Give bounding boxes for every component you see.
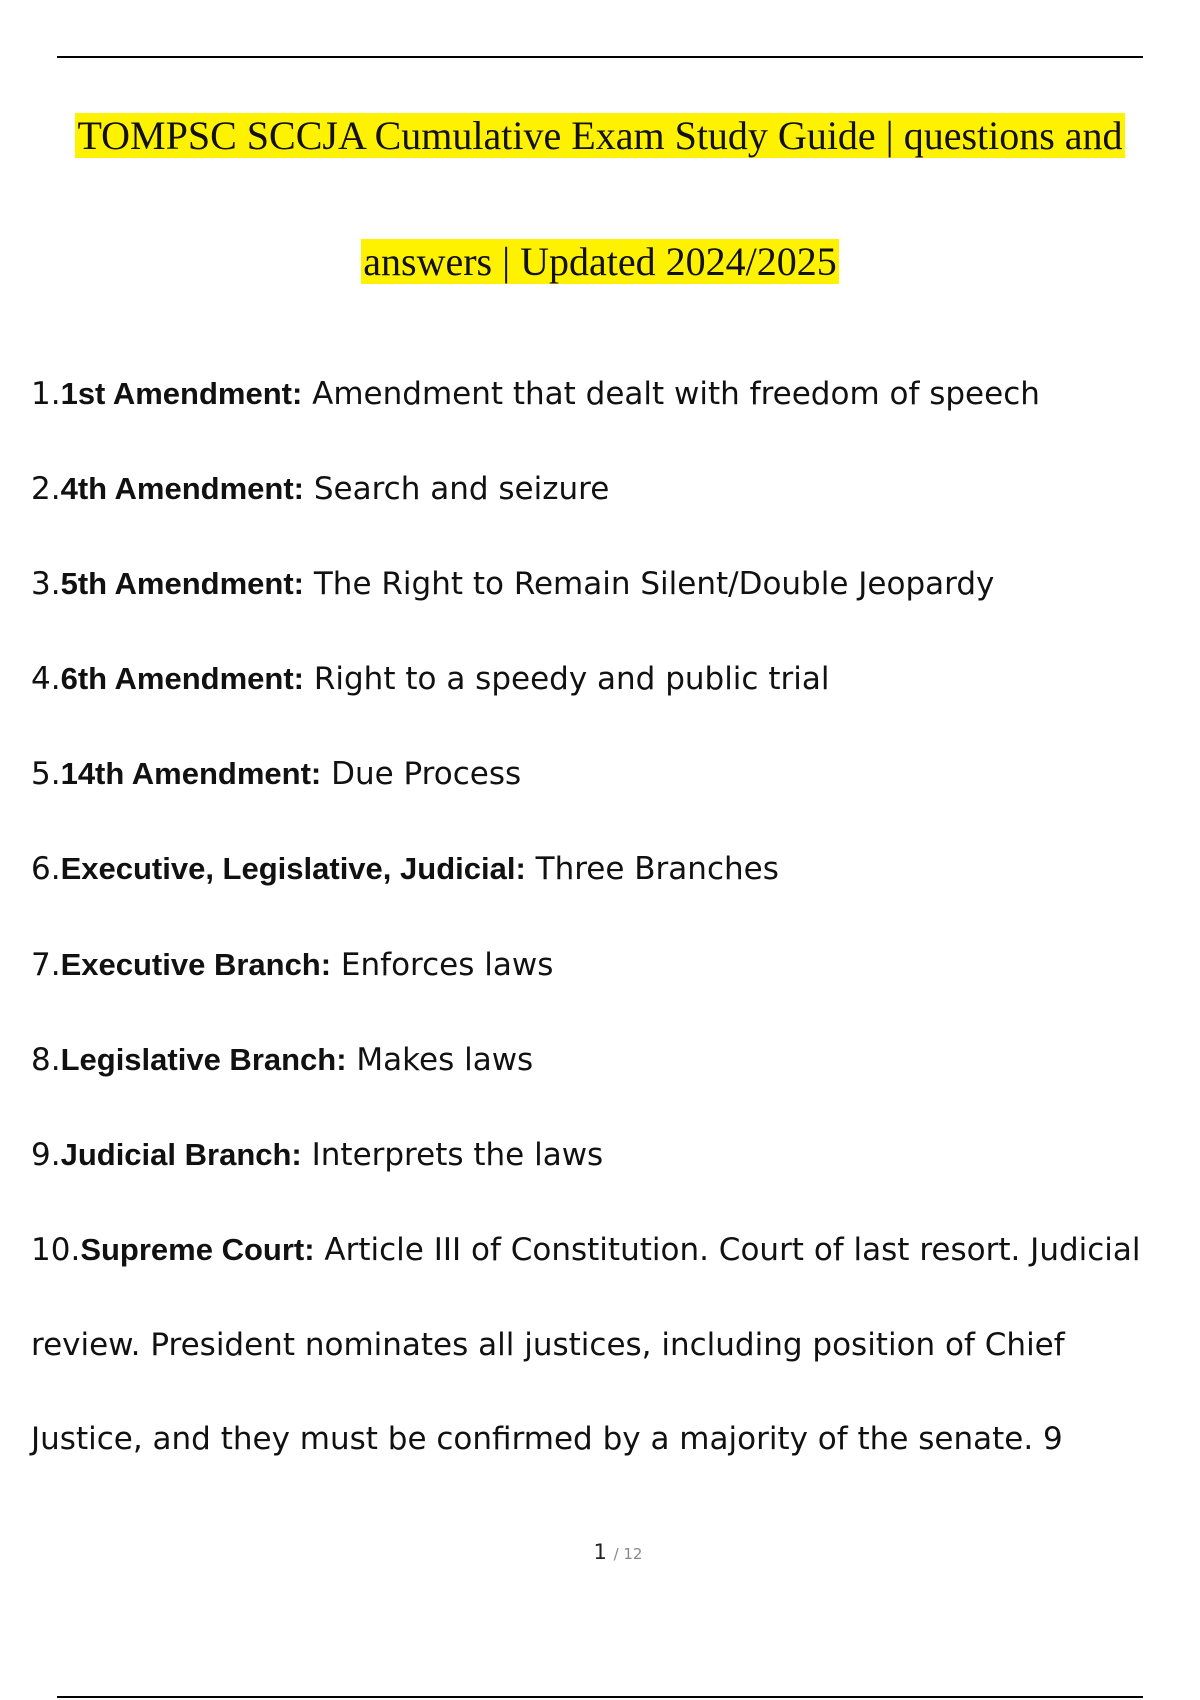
item-term: 5th Amendment:	[60, 566, 304, 601]
item-term: 1st Amendment:	[60, 376, 303, 411]
document-title-line-1: TOMPSC SCCJA Cumulative Exam Study Guide | questions and	[77, 113, 1123, 158]
total-pages: / 12	[613, 1545, 643, 1563]
item-number: 3.	[31, 566, 61, 602]
list-item	[31, 945, 1181, 985]
item-term: Legislative Branch:	[60, 1042, 347, 1077]
list-item	[31, 659, 1181, 699]
list-item	[31, 754, 1181, 794]
item-number: 8.	[31, 1042, 61, 1078]
item-definition: The Right to Remain Silent/Double Jeopardy	[304, 566, 995, 602]
item-number: 2.	[31, 471, 61, 507]
item-term: Supreme Court:	[80, 1232, 315, 1267]
item-definition: Search and seizure	[304, 471, 610, 507]
item-term: Executive Branch:	[60, 947, 332, 982]
item-definition-continuation: Justice, and they must be confirmed by a majority of the senate. 9	[31, 1421, 1063, 1457]
item-definition: Enforces laws	[331, 947, 554, 983]
item-definition-continuation: review. President nominates all justices, including position of Chief	[31, 1327, 1065, 1363]
list-item	[31, 1230, 1181, 1270]
item-term: 4th Amendment:	[60, 471, 304, 506]
current-page-number: 1	[593, 1540, 607, 1564]
item-definition: Due Process	[321, 756, 522, 792]
item-definition: Amendment that dealt with freedom of speech	[302, 376, 1040, 412]
list-item	[31, 469, 1181, 509]
item-number: 7.	[31, 947, 61, 983]
item-number: 9.	[31, 1137, 61, 1173]
item-term: 6th Amendment:	[60, 661, 304, 696]
item-definition: Article III of Constitution. Court of last resort. Judicial	[314, 1232, 1141, 1268]
list-item	[31, 849, 1181, 889]
page-indicator	[0, 1540, 1200, 1564]
list-item	[31, 1135, 1181, 1175]
item-definition: Three Branches	[525, 851, 779, 887]
bottom-divider	[57, 1696, 1143, 1698]
item-definition: Interprets the laws	[301, 1137, 604, 1173]
item-number: 4.	[31, 661, 61, 697]
item-definition: Makes laws	[346, 1042, 534, 1078]
item-number: 1.	[31, 376, 61, 412]
list-item	[31, 1040, 1181, 1080]
item-definition: Right to a speedy and public trial	[304, 661, 830, 697]
item-number: 6.	[31, 851, 61, 887]
item-number: 5.	[31, 756, 61, 792]
item-term: 14th Amendment:	[60, 756, 322, 791]
item-number: 10.	[31, 1232, 81, 1268]
item-term: Judicial Branch:	[60, 1137, 302, 1172]
list-item	[31, 374, 1181, 414]
top-divider	[57, 56, 1143, 58]
document-title-line-2: answers | Updated 2024/2025	[363, 239, 837, 284]
list-item	[31, 564, 1181, 604]
item-term: Executive, Legislative, Judicial:	[60, 851, 526, 886]
